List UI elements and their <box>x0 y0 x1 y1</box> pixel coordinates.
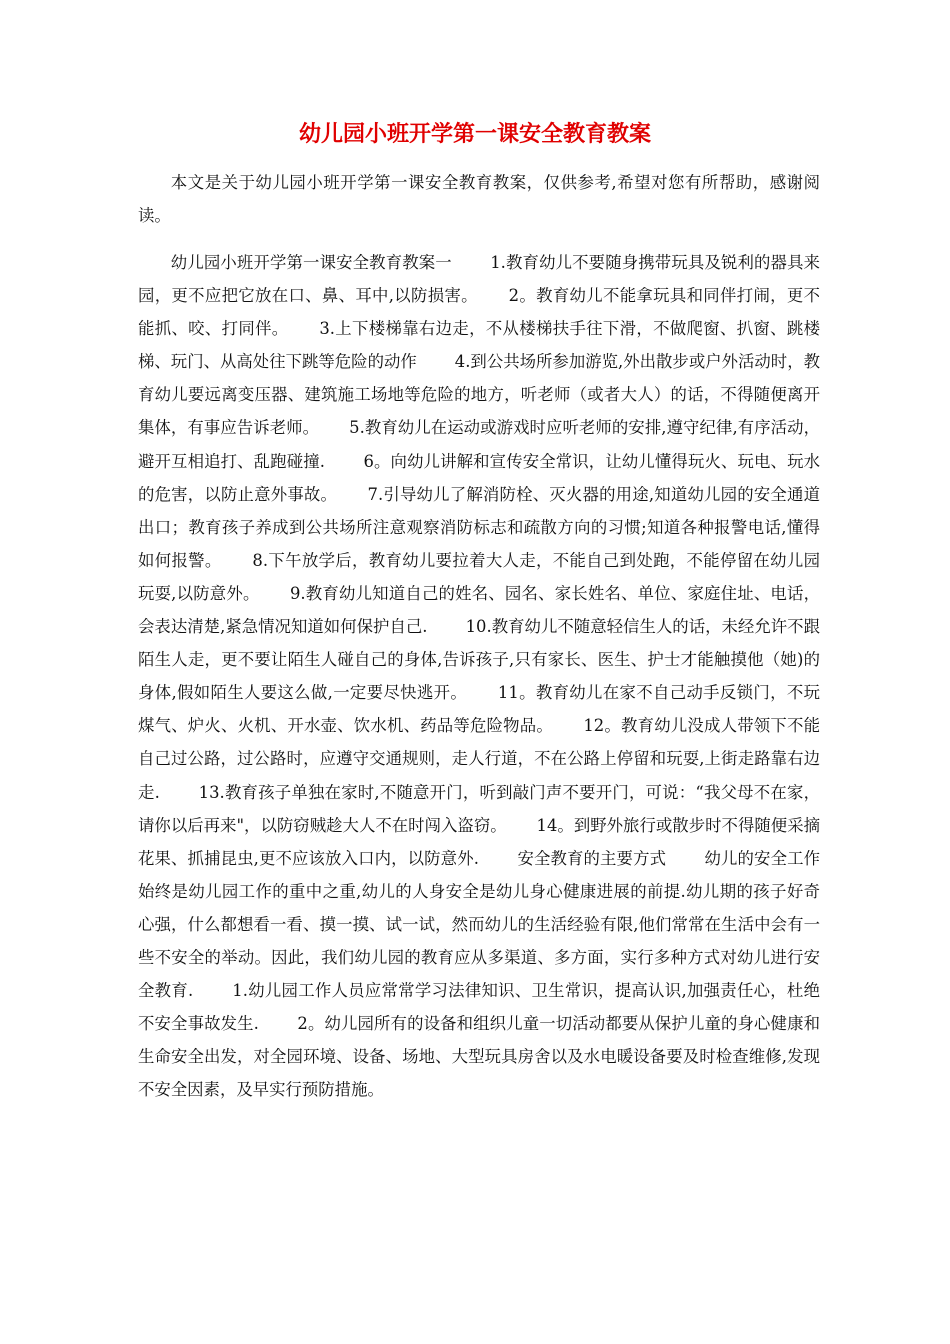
intro-paragraph: 本文是关于幼儿园小班开学第一课安全教育教案，仅供参考,希望对您有所帮助，感谢阅读。 <box>138 173 820 226</box>
body-paragraph: 幼儿园小班开学第一课安全教育教案一 1.教育幼儿不要随身携带玩具及锐利的器具来园，更不应把它放在口、鼻、耳中,以防损害。 2。教育幼儿不能拿玩具和同伴打闹，更不能抓、咬、打同伴。 3.上下楼梯靠右边走，不从楼梯扶手往下滑，不做爬窗、扒窗、跳楼梯、玩门、从高处往下跳等危险的动作 4.到公共场所参加游览,外出散步或户外活动时，教育幼儿要远离变压器、建筑施工场地等危险的地方，听老师（或者大人）的话，不得随便离开集体，有事应告诉老师。 5.教育幼儿在运动或游戏时应听老师的安排,遵守纪律,有序活动，避开互相追打、乱跑碰撞. 6。向幼儿讲解和宣传安全常识，让幼儿懂得玩火、玩电、玩水的危害，以防止意外事故。 7.引导幼儿了解消防栓、灭火器的用途,知道幼儿园的安全通道出口；教育孩子养成到公共场所注意观察消防标志和疏散方向的习惯;知道各种报警电话,懂得如何报警。 8.下午放学后，教育幼儿要拉着大人走，不能自己到处跑，不能停留在幼儿园玩耍,以防意外。 9.教育幼儿知道自己的姓名、园名、家长姓名、单位、家庭住址、电话，会表达清楚,紧急情况知道如何保护自己. 10.教育幼儿不随意轻信生人的话，未经允许不跟陌生人走，更不要让陌生人碰自己的身体,告诉孩子,只有家长、医生、护士才能触摸他（她)的身体,假如陌生人要这么做,一定要尽快逃开。 11。教育幼儿在家不自己动手反锁门，不玩煤气、炉火、火机、开水壶、饮水机、药品等危险物品。 12。教育幼儿没成人带领下不能自己过公路，过公路时，应遵守交通规则，走人行道，不在公路上停留和玩耍,上街走路靠右边走. 13.教育孩子单独在家时,不随意开门，听到敲门声不要开门，可说：“我父母不在家，请你以后再来"，以防窃贼趁大人不在时闯入盗窃。 14。到野外旅行或散步时不得随便采摘花果、抓捕昆虫,更不应该放入口内，以防意外. 安全教育的主要方式 幼儿的安全工作始终是幼儿园工作的重中之重,幼儿的人身安全是幼儿身心健康进展的前提.幼儿期的孩子好奇心强，什么都想看一看、摸一摸、试一试，然而幼儿的生活经验有限,他们常常在生活中会有一些不安全的举动。因此，我们幼儿园的教育应从多渠道、多方面，实行多种方式对幼儿进行安全教育. 1.幼儿园工作人员应常常学习法律知识、卫生常识，提高认识,加强责任心，杜绝不安全事故发生. 2。幼儿园所有的设备和组织儿童一切活动都要从保护儿童的身心健康和生命安全出发，对全园环境、设备、场地、大型玩具房舍以及水电暖设备要及时检查维修,发现不安全因素，及早实行预防措施。 <box>138 253 820 1100</box>
page-title: 幼儿园小班开学第一课安全教育教案 <box>298 121 651 147</box>
